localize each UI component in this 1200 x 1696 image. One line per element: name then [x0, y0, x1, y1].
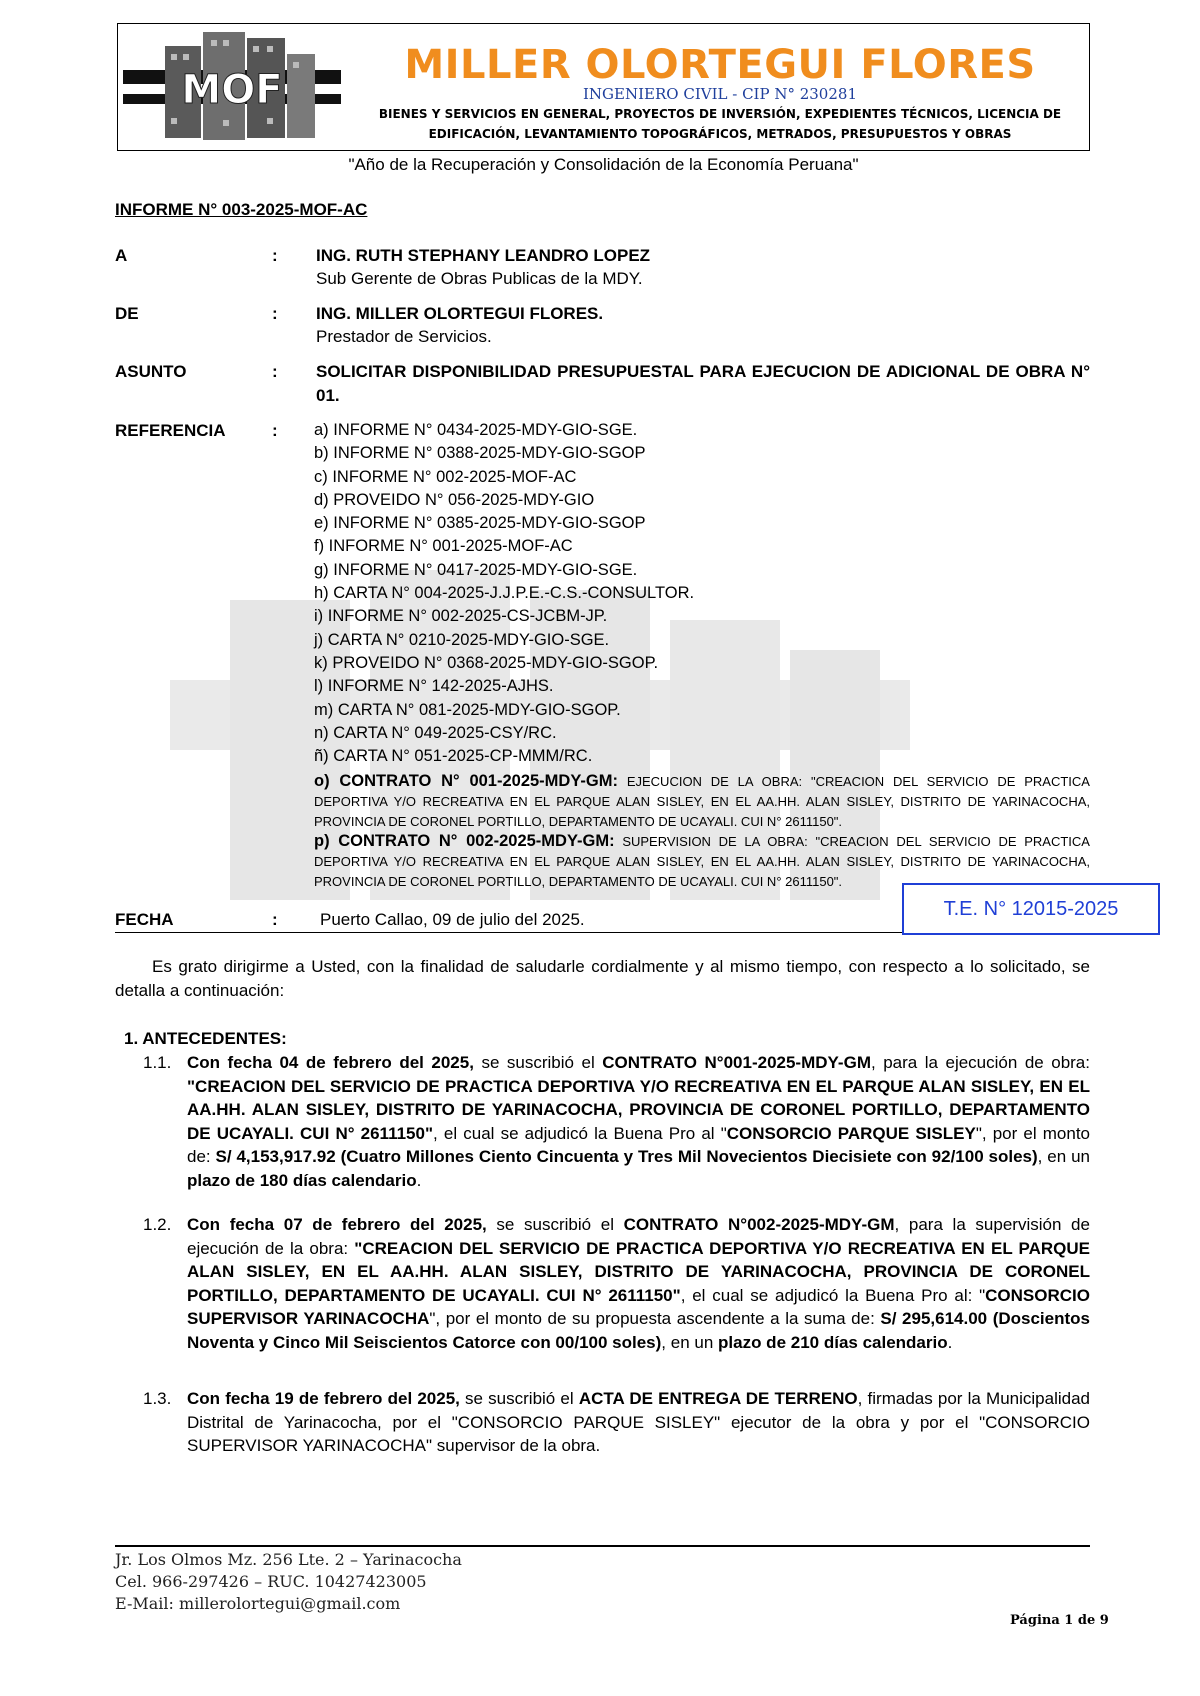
from-label: DE [115, 304, 139, 323]
item-1-1-project: "CREACION DEL SERVICIO DE PRACTICA DEPORTIVA Y/O RECREATIVA EN EL PARQUE ALAN SISLEY, EN EL AA.HH. ALAN SISLEY, DISTRITO DE YARINACOCHA, PROVINCIA DE CORONEL PORTILLO, DEPARTAMENTO DE UCAYALI. CUI N° 2611150" [187, 1076, 1090, 1143]
reference-item: a) INFORME N° 0434-2025-MDY-GIO-SGE. [314, 421, 638, 439]
item-1-2-t4: , para la supervisión de ejecución de la obra: [187, 1215, 1090, 1258]
recipient-role: Sub Gerente de Obras Publicas de la MDY. [316, 269, 643, 288]
date-label: FECHA [115, 910, 174, 929]
engineer-title: INGENIERO CIVIL - CIP N° 230281 [583, 85, 857, 103]
item-1-1-t12: . [416, 1170, 422, 1190]
item-1-2-text [187, 1213, 1090, 1354]
item-1-2-t12: . [947, 1332, 953, 1352]
reference-item: m) CARTA N° 081-2025-MDY-GIO-SGOP. [314, 700, 621, 719]
footer-divider [115, 1545, 1090, 1547]
reference-item: k) PROVEIDO N° 0368-2025-MDY-GIO-SGOP. [314, 653, 659, 672]
subject-text: SOLICITAR DISPONIBILIDAD PRESUPUESTAL PARA EJECUCION DE ADICIONAL DE OBRA N° 01. [316, 362, 1090, 405]
footer-phone: Cel. 966-297426 – RUC. 10427423005 [115, 1572, 427, 1591]
footer-email[interactable]: E-Mail: millerolortegui@gmail.com [115, 1594, 401, 1613]
reference-item: f) INFORME N° 001-2025-MOF-AC [314, 537, 573, 556]
item-1-1-t10: , en un [1037, 1147, 1090, 1166]
item-1-1-t8: ", por el monto de: [187, 1123, 1091, 1166]
reference-list [314, 419, 1094, 889]
to-colon: : [272, 246, 278, 265]
item-1-2-term: plazo de 210 días calendario [718, 1332, 948, 1352]
sender-name: ING. MILLER OLORTEGUI FLORES. [316, 304, 604, 323]
date-colon: : [272, 910, 278, 929]
reference-item: i) INFORME N° 002-2025-CS-JCBM-JP. [314, 607, 608, 626]
reference-o-lead: o) CONTRATO N° 001-2025-MDY-GM: [314, 772, 618, 790]
subject-label: ASUNTO [115, 362, 187, 381]
item-1-2-number: 1.2. [143, 1215, 172, 1234]
item-1-3-number: 1.3. [143, 1389, 172, 1408]
sender-role: Prestador de Servicios. [316, 327, 492, 346]
firm-name: MILLER OLORTEGUI FLORES [404, 42, 1036, 88]
reference-item: e) INFORME N° 0385-2025-MDY-GIO-SGOP [314, 514, 646, 533]
item-1-1-t4: , para la ejecución de obra: [870, 1053, 1090, 1072]
item-1-2-t8: ", por el monto de su propuesta ascendente a la suma de: [429, 1309, 881, 1328]
reference-item: d) PROVEIDO N° 056-2025-MDY-GIO [314, 490, 595, 509]
item-1-2-project: "CREACION DEL SERVICIO DE PRACTICA DEPORTIVA Y/O RECREATIVA EN EL PARQUE ALAN SISLEY, EN EL AA.HH. ALAN SISLEY, DISTRITO DE YARINACOCHA, PROVINCIA DE CORONEL PORTILLO, DEPARTAMENTO DE UCAYALI. CUI N° 2611150" [187, 1238, 1091, 1305]
item-1-2-amount: S/ 295,614.00 (Doscientos Noventa y Cinco Mil Seiscientos Catorce con 00/100 soles) [187, 1309, 1090, 1352]
item-1-3-text [187, 1387, 1090, 1458]
reference-p-lead: p) CONTRATO N° 002-2025-MDY-GM: [314, 832, 615, 850]
item-1-2-consortium: CONSORCIO SUPERVISOR YARINACOCHA [187, 1285, 1090, 1328]
item-1-2-t6: , el cual se adjudicó la Buena Pro al: " [680, 1285, 986, 1305]
report-number: INFORME N° 003-2025-MOF-AC [115, 200, 368, 219]
reference-item: h) CARTA N° 004-2025-J.J.P.E.-C.S.-CONSULTOR. [314, 584, 695, 603]
item-1-2-date: Con fecha 07 de febrero del 2025, [187, 1215, 487, 1234]
registry-stamp: T.E. N° 12015-2025 [902, 883, 1160, 935]
item-1-3-act: ACTA DE ENTREGA DE TERRENO [578, 1389, 858, 1408]
reference-p-text: SUPERVISION DE LA OBRA: "CREACION DEL SERVICIO DE PRACTICA DEPORTIVA Y/O RECREATIVA EN EL PARQUE ALAN SISLEY, EN EL AA.HH. ALAN SISLEY, DISTRITO DE YARINACOCHA, PROVINCIA DE CORONEL PORTILLO, DEPARTAMENTO DE UCAYALI. CUI N° 2611150". [314, 834, 1090, 889]
subject-colon: : [272, 362, 278, 381]
item-1-3-t2: se suscribió el [459, 1389, 579, 1408]
page-number: Página 1 de 9 [1010, 1613, 1109, 1628]
item-1-3-t4: , firmadas por la Municipalidad Distrital de Yarinacocha, por el "CONSORCIO PARQUE SISLEY" ejecutor de la obra y por el "CONSORCIO SUPERVISOR YARINACOCHA" supervisor de la obra. [187, 1389, 1090, 1455]
item-1-1-text [187, 1051, 1090, 1192]
services-line-1: BIENES Y SERVICIOS EN GENERAL, PROYECTOS DE INVERSIÓN, EXPEDIENTES TÉCNICOS, LICENCIA DE [378, 107, 1062, 121]
reference-item: g) INFORME N° 0417-2025-MDY-GIO-SGE. [314, 560, 638, 579]
item-1-1-number: 1.1. [143, 1053, 172, 1072]
reference-o-text: EJECUCION DE LA OBRA: "CREACION DEL SERVICIO DE PRACTICA DEPORTIVA Y/O RECREATIVA EN EL PARQUE ALAN SISLEY, EN EL AA.HH. ALAN SISLEY, DISTRITO DE YARINACOCHA, PROVINCIA DE CORONEL PORTILLO, DEPARTAMENTO DE UCAYALI. CUI N° 2611150". [314, 774, 1090, 829]
intro-paragraph: Es grato dirigirme a Usted, con la finalidad de saludarle cordialmente y al mismo tiempo, con respecto a lo solicitado, se detalla a continuación: [115, 957, 1090, 1000]
from-colon: : [272, 304, 278, 323]
item-1-2-t2: se suscribió el [486, 1215, 624, 1234]
year-motto: "Año de la Recuperación y Consolidación de la Economía Peruana" [348, 155, 859, 174]
reference-item: n) CARTA N° 049-2025-CSY/RC. [314, 723, 557, 742]
company-logo-icon [123, 28, 341, 144]
reference-item: c) INFORME N° 002-2025-MOF-AC [314, 467, 577, 486]
reference-item-o [314, 771, 1090, 832]
reference-item: ñ) CARTA N° 051-2025-CP-MMM/RC. [314, 747, 593, 766]
reference-colon: : [272, 421, 278, 440]
to-label: A [115, 246, 128, 265]
services-line-2: EDIFICACIÓN, LEVANTAMIENTO TOPOGRÁFICOS, METRADOS, PRESUPUESTOS Y OBRAS [428, 127, 1012, 141]
item-1-1-contract: CONTRATO N°001-2025-MDY-GM [602, 1053, 871, 1072]
item-1-1-amount: S/ 4,153,917.92 (Cuatro Millones Ciento Cincuenta y Tres Mil Novecientos Diecisiete con 92/100 soles) [215, 1147, 1038, 1166]
reference-item: b) INFORME N° 0388-2025-MDY-GIO-SGOP [314, 444, 646, 463]
footer-address: Jr. Los Olmos Mz. 256 Lte. 2 – Yarinacocha [115, 1550, 462, 1569]
item-1-1-t6: , el cual se adjudicó la Buena Pro al " [433, 1123, 727, 1143]
recipient-name: ING. RUTH STEPHANY LEANDRO LOPEZ [316, 246, 651, 265]
item-1-1-consortium: CONSORCIO PARQUE SISLEY [726, 1123, 976, 1143]
services-description [360, 104, 1080, 144]
item-1-1-term: plazo de 180 días calendario [187, 1170, 417, 1190]
item-1-1-date: Con fecha 04 de febrero del 2025, [187, 1053, 474, 1072]
logo-text: MOF [181, 67, 283, 113]
reference-item: j) CARTA N° 0210-2025-MDY-GIO-SGE. [314, 630, 610, 649]
section-1-title: 1. ANTECEDENTES: [124, 1029, 287, 1048]
item-1-2-t10: , en un [661, 1332, 719, 1352]
reference-item: l) INFORME N° 142-2025-AJHS. [314, 677, 554, 696]
item-1-1-t2: se suscribió el [473, 1053, 603, 1072]
item-1-2-contract: CONTRATO N°002-2025-MDY-GM [623, 1215, 895, 1234]
item-1-3-date: Con fecha 19 de febrero del 2025, [187, 1389, 460, 1408]
reference-label: REFERENCIA [115, 421, 226, 440]
date-value: Puerto Callao, 09 de julio del 2025. [320, 910, 585, 929]
